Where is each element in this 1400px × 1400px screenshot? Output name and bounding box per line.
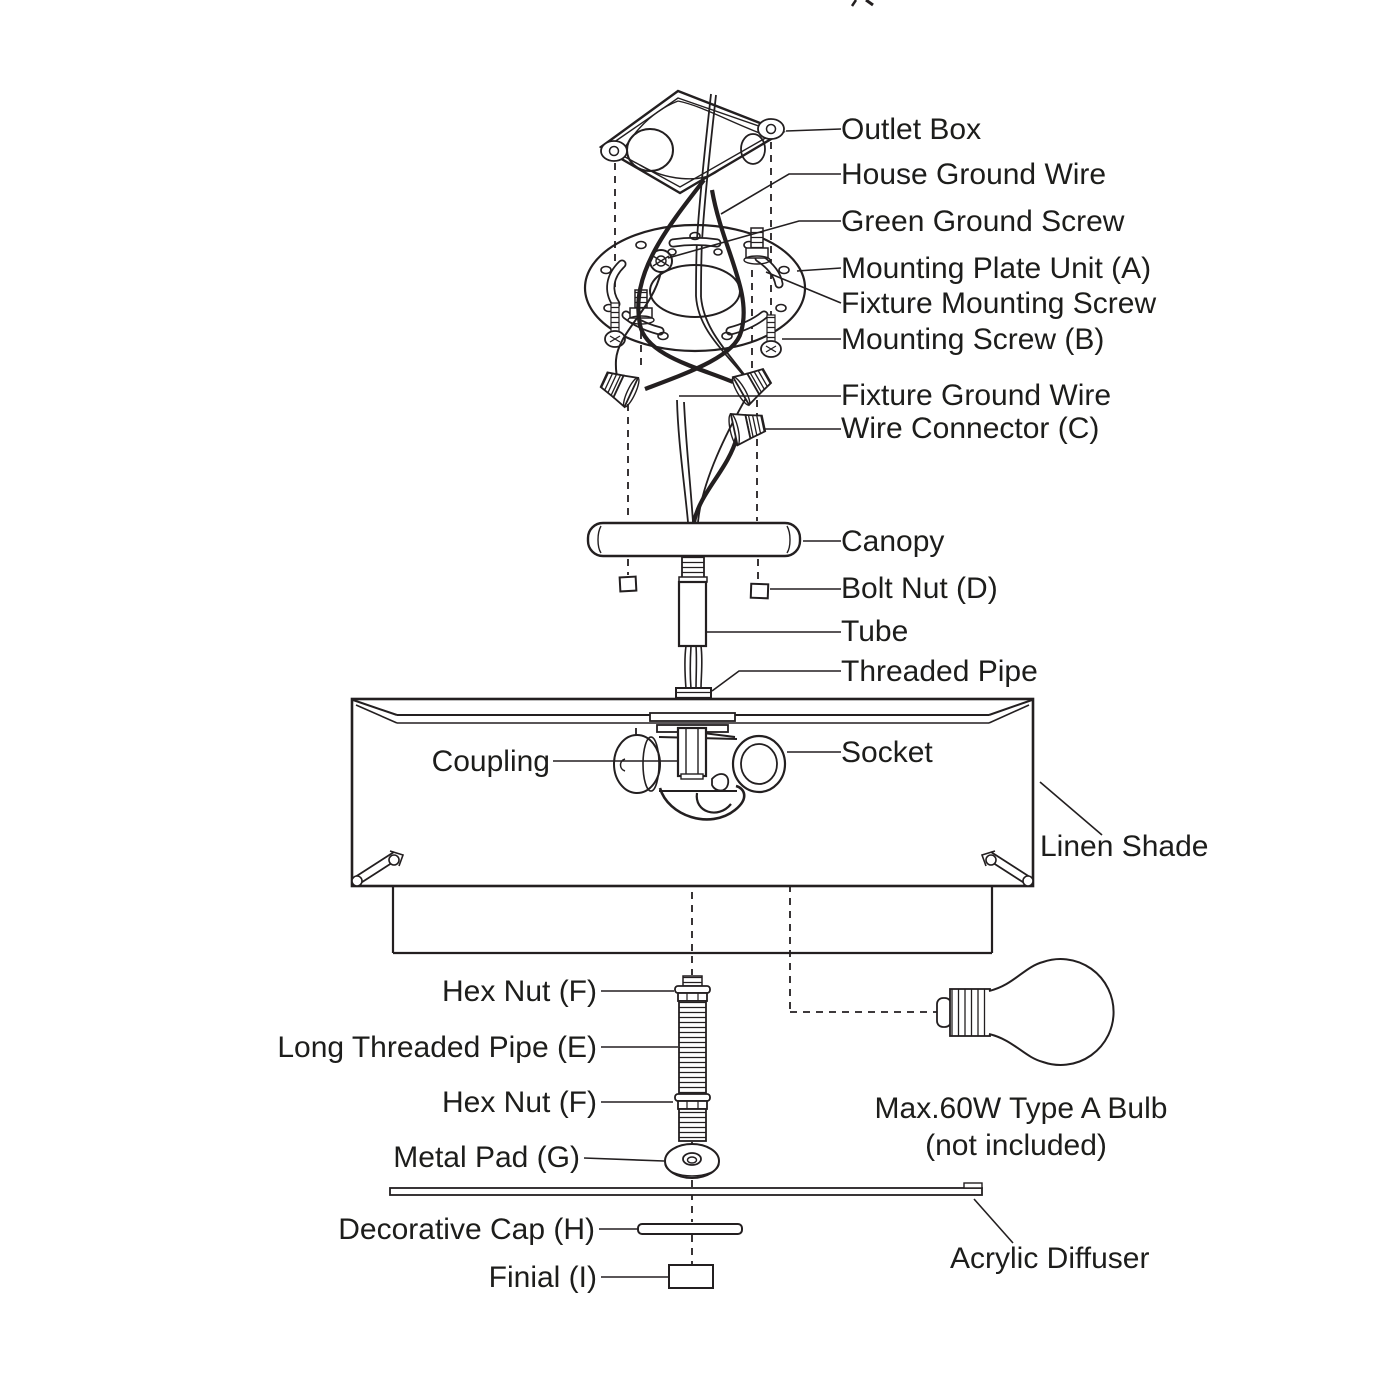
tube-wires [685,646,702,689]
coupling-drawing [678,728,706,779]
outlet-box-ear-right [758,119,784,139]
finial-drawing [669,1265,713,1288]
wire-connector-left [597,365,641,408]
long-threaded-pipe-drawing [679,1001,706,1094]
hex-nut-bottom-drawing [675,1094,710,1109]
label-bulb-note-line1: Max.60W Type A Bulb [874,1092,1168,1125]
label-hex-nut-bottom: Hex Nut (F) [441,1086,597,1119]
label-fixture-mounting-screw: Fixture Mounting Screw [841,287,1157,320]
bolt-nut-right [751,584,768,599]
hex-nut-top-drawing [675,986,710,1001]
label-socket: Socket [841,736,933,769]
label-house-ground-wire: House Ground Wire [841,158,1107,191]
label-fixture-ground-wire: Fixture Ground Wire [841,379,1112,412]
label-long-threaded-pipe: Long Threaded Pipe (E) [277,1031,597,1064]
label-mounting-plate-unit: Mounting Plate Unit (A) [841,252,1152,285]
decorative-cap-drawing [638,1224,742,1234]
label-outlet-box: Outlet Box [841,113,982,146]
tube-drawing [679,557,707,646]
label-linen-shade: Linen Shade [1040,830,1209,863]
label-metal-pad: Metal Pad (G) [393,1141,580,1174]
label-finial: Finial (I) [488,1261,597,1294]
label-canopy: Canopy [841,525,945,558]
label-green-ground-screw: Green Ground Screw [841,205,1125,238]
label-mounting-screw-b: Mounting Screw (B) [841,323,1105,356]
label-acrylic-diffuser: Acrylic Diffuser [950,1242,1150,1275]
top-edge-artifact [852,0,873,6]
light-bulb-drawing [937,959,1114,1065]
label-wire-connector: Wire Connector (C) [841,412,1100,445]
canopy-drawing [588,523,800,556]
label-threaded-pipe: Threaded Pipe [841,655,1038,688]
bolt-nut-left [620,577,637,592]
label-coupling: Coupling [431,745,550,778]
wire-connector-right [730,362,775,407]
label-hex-nut-top: Hex Nut (F) [441,975,597,1008]
label-bolt-nut: Bolt Nut (D) [841,572,998,605]
label-decorative-cap: Decorative Cap (H) [338,1213,595,1246]
acrylic-diffuser-drawing [390,1183,982,1195]
label-tube: Tube [841,615,909,648]
wire-connector-lower [727,408,767,446]
label-bulb-note-line2: (not included) [925,1129,1107,1162]
metal-pad-drawing [665,1144,719,1178]
outlet-box-ear-left [601,141,627,161]
socket-drawing [733,736,785,792]
